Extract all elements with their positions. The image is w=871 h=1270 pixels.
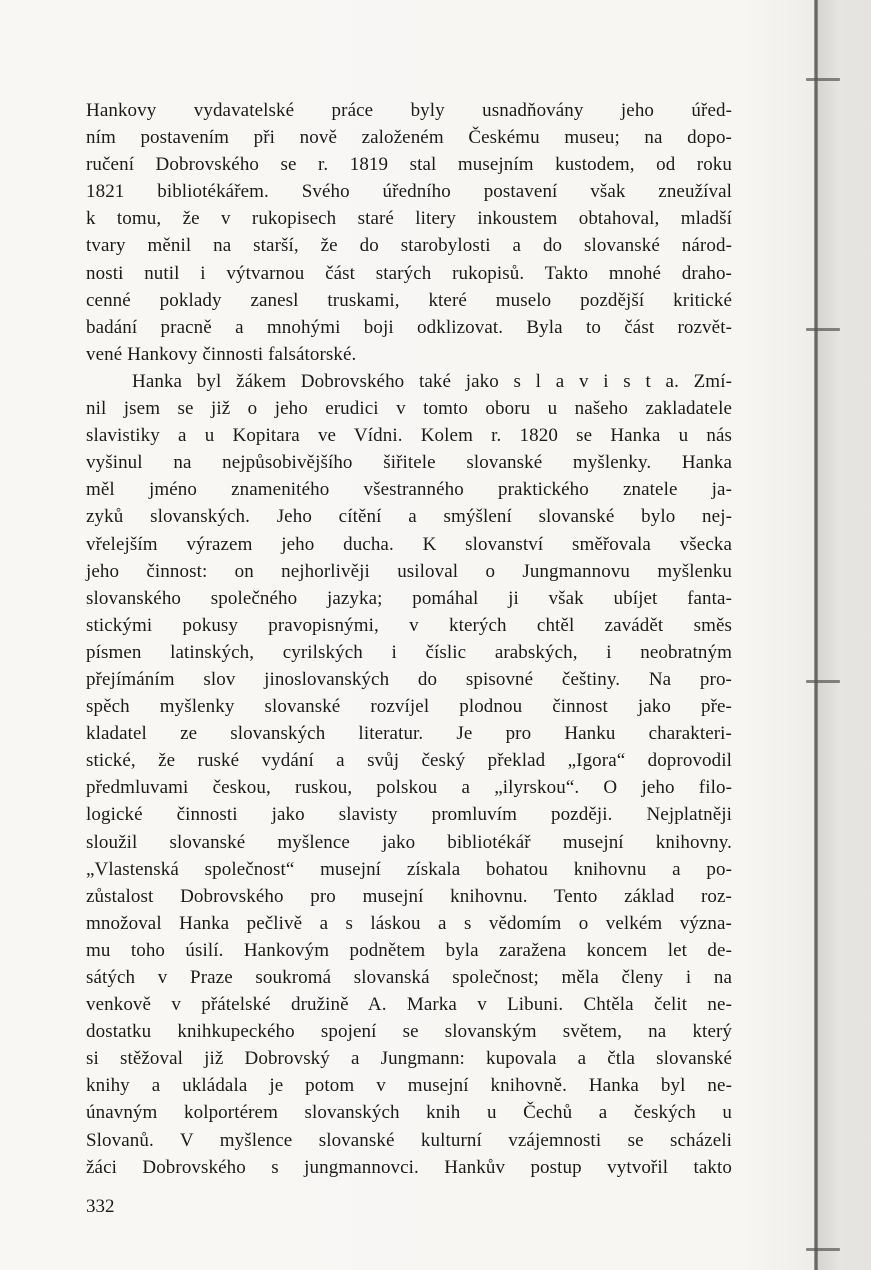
text-line: kladatel ze slovanských literatur. Je pro Hanku charakteri- <box>86 723 732 745</box>
text-line: cenné poklady zanesl truskami, které muselo pozdější kritické <box>86 289 732 311</box>
text-line: měl jméno znamenitého všestranného praktického znatele ja- <box>86 479 732 501</box>
text-line: tvary měnil na starší, že do starobylosti a do slovanské národ- <box>86 235 732 257</box>
text-line: knihy a ukládala je potom v musejní knihovně. Hanka byl ne- <box>86 1075 732 1097</box>
text-line: sátých v Praze soukromá slovanská společnost; měla členy i na <box>86 967 732 988</box>
binding-stitch <box>806 328 840 331</box>
text-line: ručení Dobrovského se r. 1819 stal musejním kustodem, od roku <box>86 154 732 176</box>
binding-stitch <box>806 78 840 81</box>
text-line: žáci Dobrovského s jungmannovci. Hankův postup vytvořil takto <box>86 1156 732 1178</box>
binding-stitch <box>806 680 840 683</box>
text-line: zyků slovanských. Jeho cítění a smýšlení slovanské bylo nej- <box>86 506 732 528</box>
text-line: slovanského společného jazyka; pomáhal ji však ubíjet fanta- <box>86 587 732 609</box>
text-line: venkově v přátelské družině A. Marka v Libuni. Chtěla čelit ne- <box>86 994 732 1016</box>
text-line: jeho činnost: on nejhorlivěji usiloval o Jungmannovu myšlenku <box>86 560 732 582</box>
text-line: slavistiky a u Kopitara ve Vídni. Kolem r. 1820 se Hanka u nás <box>86 425 732 447</box>
text-line: ním postavením při nově založeném Českému museu; na dopo- <box>86 127 732 149</box>
text-line: vené Hankovy činnosti falsátorské. <box>86 343 357 365</box>
text-line: „Vlastenská společnost“ musejní získala bohatou knihovnu a po- <box>86 858 732 880</box>
text-line: badání pracně a mnohými boji odklizovat. Byla to část rozvět- <box>86 316 732 338</box>
text-line: zůstalost Dobrovského pro musejní knihovnu. Tento základ roz- <box>86 885 732 907</box>
text-line: Hankovy vydavatelské práce byly usnadňovány jeho úřed- <box>86 100 732 121</box>
text-line: stické, že ruské vydání a svůj český překlad „Igora“ doprovodil <box>86 750 732 772</box>
book-binding <box>814 0 818 1270</box>
text-line: k tomu, že v rukopisech staré litery inkoustem obtahoval, mladší <box>86 208 732 230</box>
paragraph-start-line: Hanka byl žákem Dobrovského také jako s l a v i s t a. Zmí- <box>132 370 732 392</box>
text-line: mu toho úsilí. Hankovým podnětem byla zaražena koncem let de- <box>86 939 732 961</box>
text-line: písmen latinských, cyrilských i číslic arabských, i neobratným <box>86 641 732 663</box>
text-line: předmluvami českou, ruskou, polskou a „ilyrskou“. O jeho filo- <box>86 777 732 799</box>
text-line: množoval Hanka pečlivě a s láskou a s vědomím o velkém význa- <box>86 912 732 934</box>
text-line: Slovanů. V myšlence slovanské kulturní vzájemnosti se scházeli <box>86 1129 732 1151</box>
text-line: vřelejším výrazem jeho ducha. K slovanství směřovala všecka <box>86 533 732 555</box>
text-line: dostatku knihkupeckého spojení se slovanským světem, na který <box>86 1021 732 1043</box>
text-line: si stěžoval již Dobrovský a Jungmann: kupovala a čtla slovanské <box>86 1048 732 1070</box>
text-line: nil jsem se již o jeho erudici v tomto oboru u našeho zakladatele <box>86 398 732 420</box>
body-text <box>86 97 732 1181</box>
text-line: nosti nutil i výtvarnou část starých rukopisů. Takto mnohé draho- <box>86 262 732 284</box>
text-line: logické činnosti jako slavisty promluvím později. Nejplatněji <box>86 804 732 826</box>
text-line: vyšinul na nejpůsobivějšího šiřitele slovanské myšlenky. Hanka <box>86 452 732 474</box>
text-line: spěch myšlenky slovanské rozvíjel plodnou činnost jako pře- <box>86 696 732 718</box>
text-line: sloužil slovanské myšlence jako bibliotékář musejní knihovny. <box>86 831 732 853</box>
text-line: únavným kolportérem slovanských knih u Čechů a českých u <box>86 1102 732 1124</box>
binding-shadow <box>818 0 871 1270</box>
text-line: stickými pokusy pravopisnými, v kterých chtěl zavádět směs <box>86 614 732 636</box>
binding-stitch <box>806 1248 840 1251</box>
text-line: 1821 bibliotékářem. Svého úředního postavení však zneužíval <box>86 181 732 203</box>
text-line: přejímáním slov jinoslovanských do spisovné češtiny. Na pro- <box>86 668 732 690</box>
page-number: 332 <box>86 1196 115 1217</box>
